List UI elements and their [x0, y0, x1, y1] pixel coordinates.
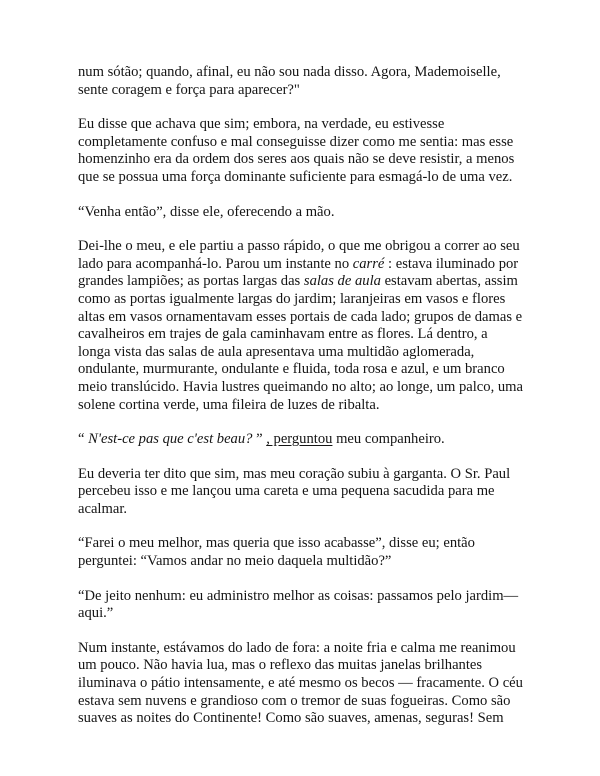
- text-segment: lado para acompanhá-lo. Parou um instante no: [78, 255, 353, 272]
- text-line: um pouco. Não havia lua, mas o reflexo das muitas janelas brilhantes: [78, 657, 483, 674]
- text-line: acalmar.: [78, 500, 128, 517]
- underlined-word: , perguntou: [266, 431, 333, 448]
- text-line: completamente confuso e mal conseguisse dizer como me sentia: mas esse: [78, 133, 514, 150]
- text-line: “Farei o meu melhor, mas queria que isso acabasse”, disse eu; então: [78, 535, 475, 552]
- paragraph-2: [78, 116, 546, 186]
- text-line: Num instante, estávamos do lado de fora: a noite fria e calma me reanimou: [78, 639, 516, 656]
- text-line: longa vista das salas de aula apresentava uma multidão aglomerada,: [78, 343, 475, 360]
- text-segment: : estava iluminado por: [384, 255, 519, 272]
- text-line: perguntei: “Vamos andar no meio daquela multidão?”: [78, 553, 392, 570]
- paragraph-8: [78, 588, 546, 623]
- text-line: num sótão; quando, afinal, eu não sou nada disso. Agora, Mademoiselle,: [78, 64, 501, 80]
- paragraph-9: [78, 640, 546, 728]
- paragraph-1: [78, 64, 546, 99]
- paragraph-5: [78, 431, 546, 449]
- paragraph-7: [78, 535, 546, 570]
- text-line: [78, 273, 546, 291]
- paragraph-4: [78, 238, 546, 414]
- text-line: cavalheiros em trajes de gala caminhavam entre as flores. Lá dentro, a: [78, 326, 488, 343]
- quote-close: ”: [252, 431, 267, 448]
- quote-open: “: [78, 431, 89, 448]
- text-line: suaves as noites do Continente! Como são suaves, amenas, seguras! Sem: [78, 710, 504, 727]
- text-line: [78, 431, 546, 449]
- text-line: “Venha então”, disse ele, oferecendo a mão.: [78, 203, 335, 220]
- paragraph-6: [78, 466, 546, 519]
- text-line: percebeu isso e me lançou uma careta e uma pequena sacudida para me: [78, 483, 495, 500]
- text-line: Eu deveria ter dito que sim, mas meu coração subiu à garganta. O Sr. Paul: [78, 465, 511, 482]
- text-line: sente coragem e força para aparecer?": [78, 81, 300, 98]
- italic-term-carre: carré: [352, 255, 385, 272]
- italic-french-quote: N'est-ce pas que c'est beau?: [88, 431, 253, 448]
- text-line: que se possua uma força dominante suficiente para esmagá-lo de uma vez.: [78, 168, 513, 185]
- paragraph-3: [78, 204, 546, 222]
- text-line: Dei-lhe o meu, e ele partiu a passo rápido, o que me obrigou a correr ao seu: [78, 238, 520, 255]
- document-page: [78, 64, 546, 745]
- text-line: como as portas igualmente largas do jardim; laranjeiras em vasos e flores: [78, 290, 506, 307]
- text-line: [78, 256, 546, 274]
- text-line: Eu disse que achava que sim; embora, na verdade, eu estivesse: [78, 116, 445, 133]
- text-line: ondulante, murmurante, ondulante e fluida, toda rosa e azul, e um branco: [78, 361, 505, 378]
- text-line: homenzinho era da ordem dos seres aos quais não se deve resistir, a menos: [78, 151, 515, 168]
- text-line: solene cortina verde, uma fileira de luzes de ribalta.: [78, 396, 380, 413]
- text-segment: estavam abertas, assim: [380, 273, 518, 290]
- text-line: meio translúcido. Havia lustres queimando no alto; ao longe, um palco, uma: [78, 378, 524, 395]
- text-line: iluminava o pátio intensamente, e até mesmo os becos — fracamente. O céu: [78, 675, 523, 692]
- text-segment: grandes lampiões; as portas largas das: [78, 273, 304, 290]
- text-line: estava sem nuvens e grandioso com o tremor de suas fogueiras. Como são: [78, 692, 511, 709]
- italic-term-salas-de-aula: salas de aula: [303, 273, 381, 290]
- text-line: “De jeito nenhum: eu administro melhor as coisas: passamos pelo jardim—: [78, 587, 519, 604]
- text-line: altas em vasos ornamentavam esses portais de cada lado; grupos de damas e: [78, 308, 523, 325]
- text-segment: meu companheiro.: [332, 431, 445, 448]
- text-line: aqui.”: [78, 605, 114, 622]
